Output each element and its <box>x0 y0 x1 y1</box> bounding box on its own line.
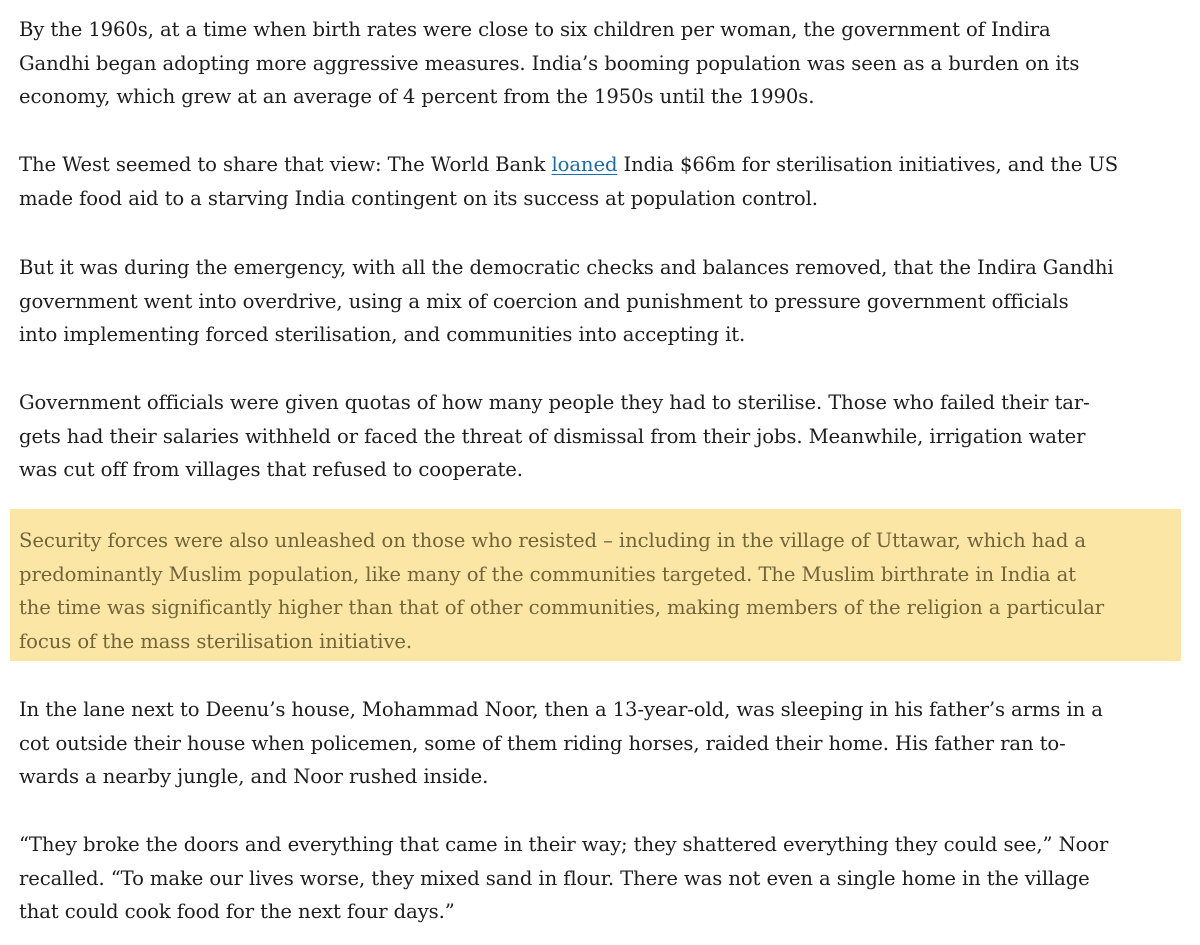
text-line: Government officials were given quotas of how many people they had to sterilise. Those who failed their tar- <box>19 391 1090 414</box>
text-line: “They broke the doors and everything that came in their way; they shattered everything they could see,” Noor <box>19 833 1109 856</box>
text-line: cot outside their house when policemen, some of them riding horses, raided their home. His father ran to- <box>19 731 1066 755</box>
paragraph-world-bank <box>19 148 1181 215</box>
text-line: By the 1960s, at a time when birth rates were close to six children per woman, the government of Indira <box>19 18 1051 41</box>
text-segment: The West seemed to share that view: The World Bank <box>19 153 552 176</box>
text-line: In the lane next to Deenu’s house, Mohammad Noor, then a 13-year-old, was sleeping in his father’s arms in a <box>19 698 1103 721</box>
text-line: into implementing forced sterilisation, and communities into accepting it. <box>19 323 746 346</box>
text-line: Security forces were also unleashed on those who resisted – including in the village of Uttawar, which had a <box>19 529 1086 552</box>
text-line: recalled. “To make our lives worse, they mixed sand in flour. There was not even a single home in the village <box>19 866 1090 890</box>
text-line: that could cook food for the next four days.” <box>19 900 455 923</box>
text-line: was cut off from villages that refused to cooperate. <box>19 458 523 481</box>
paragraph-noor-lane <box>19 693 1181 794</box>
text-line: government went into overdrive, using a mix of coercion and punishment to pressure government officials <box>19 289 1069 313</box>
text-line: made food aid to a starving India contingent on its success at population control. <box>19 186 818 210</box>
text-line: the time was significantly higher than that of other communities, making members of the religion a particular <box>19 596 1105 619</box>
loaned-link[interactable]: loaned <box>551 153 618 176</box>
paragraph-emergency <box>19 251 1181 352</box>
text-line: Gandhi began adopting more aggressive measures. India’s booming population was seen as a burden on its <box>19 51 1080 75</box>
text-line: focus of the mass sterilisation initiative. <box>19 629 413 653</box>
text-segment: India $66m for sterilisation initiatives, and the US <box>617 153 1119 176</box>
text-line <box>19 148 1181 182</box>
text-line: economy, which grew at an average of 4 percent from the 1950s until the 1990s. <box>19 85 815 108</box>
paragraph-quotas <box>19 386 1181 487</box>
text-line: But it was during the emergency, with all the democratic checks and balances removed, that the Indira Gandhi <box>19 256 1114 279</box>
text-line: gets had their salaries withheld or faced the threat of dismissal from their jobs. Meanwhile, irrigation water <box>19 424 1086 448</box>
paragraph-1960s-measures <box>19 13 1181 114</box>
text-line: predominantly Muslim population, like many of the communities targeted. The Muslim birthrate in India at <box>19 562 1076 586</box>
paragraph-noor-quote <box>19 828 1181 929</box>
paragraph-security-forces-highlighted <box>19 524 1181 658</box>
text-line: wards a nearby jungle, and Noor rushed inside. <box>19 765 489 788</box>
